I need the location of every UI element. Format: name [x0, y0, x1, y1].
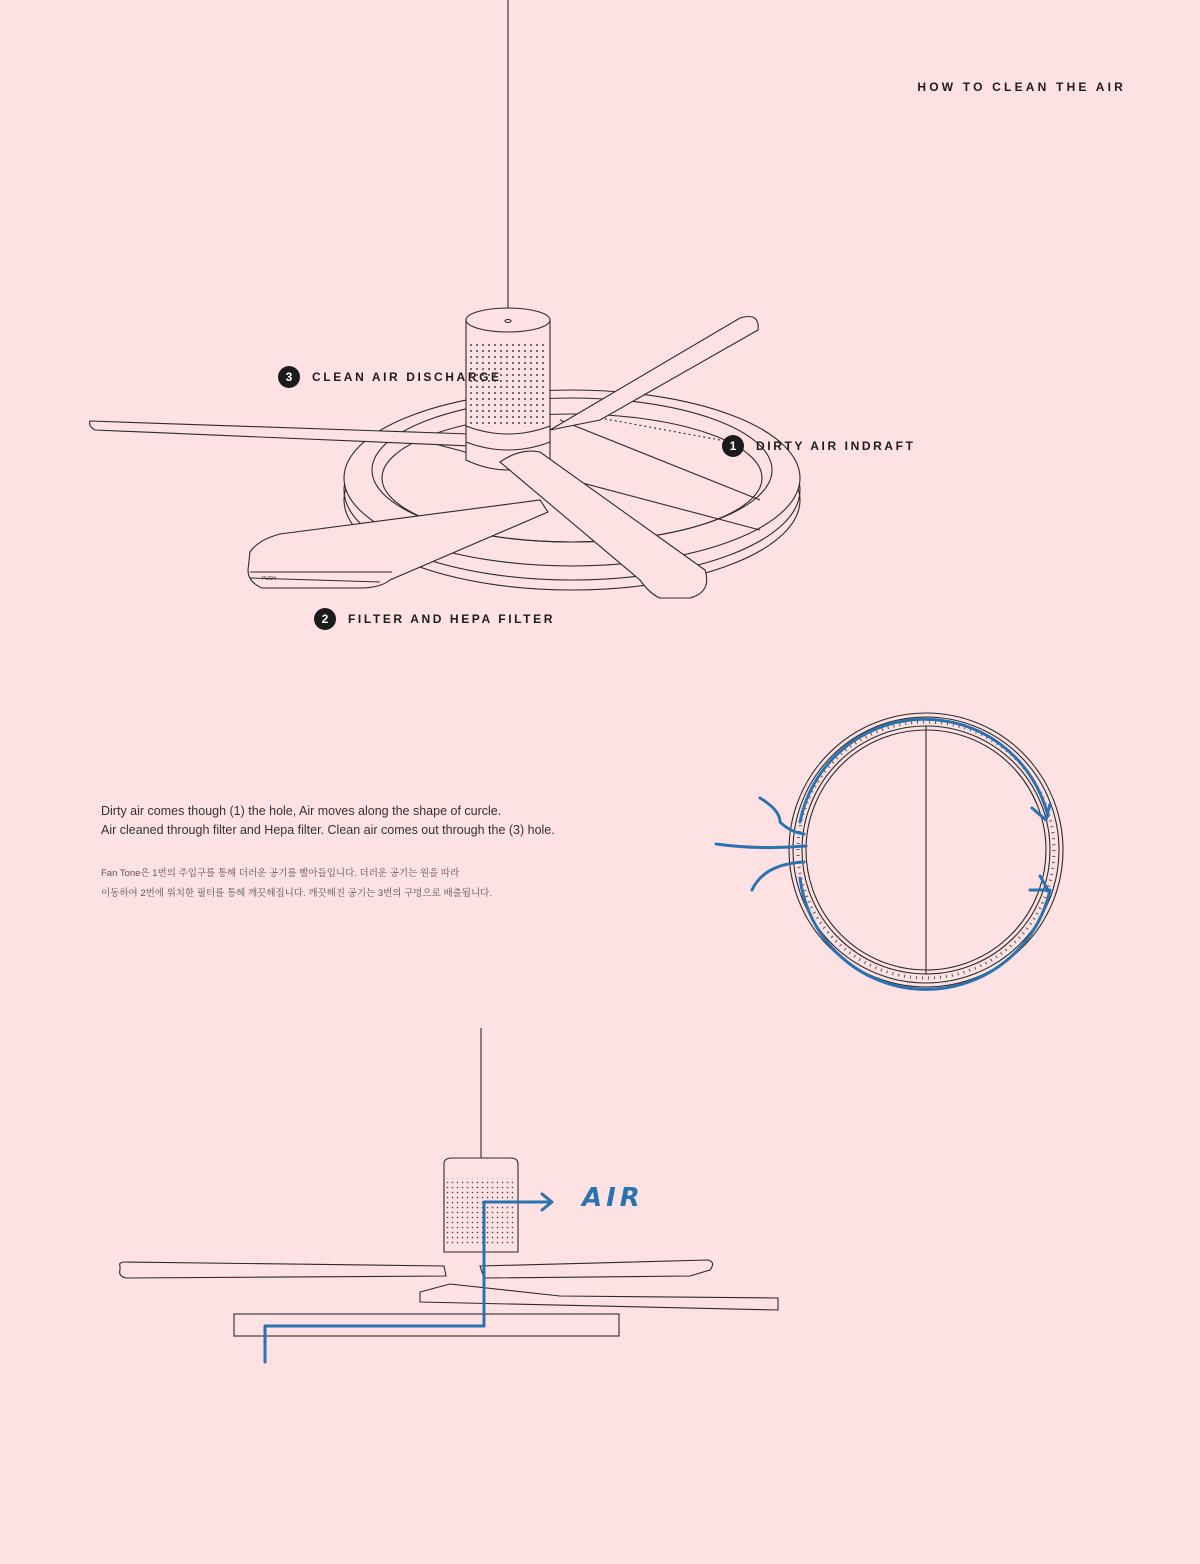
callout-label-1: DIRTY AIR INDRAFT [756, 439, 916, 453]
intake-arrow-3 [752, 862, 804, 890]
side-blade-right [480, 1260, 713, 1278]
callout-label-2: FILTER AND HEPA FILTER [348, 612, 555, 626]
intake-arrow-2 [716, 844, 806, 848]
side-blade-left [120, 1262, 446, 1278]
airflow-label: AIR [582, 1183, 644, 1213]
callout-filter-hepa [314, 608, 555, 630]
side-view-airflow-diagram [0, 1020, 900, 1380]
page-title: HOW TO CLEAN THE AIR [917, 80, 1126, 94]
description-en-line-2: Air cleaned through filter and Hepa filter. Clean air comes out through the (3) hole. [101, 823, 555, 837]
blade-push-text: PUSH [262, 576, 276, 582]
description-korean [101, 864, 492, 904]
callout-label-3: CLEAN AIR DISCHARGE [312, 370, 502, 384]
description-en-line-1: Dirty air comes though (1) the hole, Air moves along the shape of curcle. [101, 804, 502, 818]
airflow-path-top [800, 719, 1048, 822]
callout-clean-air-discharge [278, 366, 502, 388]
callout-number-1: 1 [722, 435, 744, 457]
description-ko-line-1: Fan Tone은 1번의 주입구를 통해 더러운 공기를 빨아들입니다. 더러운 공기는 원을 따라 [101, 868, 460, 879]
callout-number-3: 3 [278, 366, 300, 388]
top-view-airflow-diagram [700, 700, 1080, 1000]
description-ko-line-2: 이동하여 2번에 위치한 필터를 통해 깨끗해집니다. 깨끗해진 공기는 3번의 구멍으로 배출됩니다. [101, 888, 492, 899]
fan-isometric-illustration [0, 0, 1200, 680]
callout-dirty-air-indraft [722, 435, 916, 457]
description-english [101, 802, 555, 840]
callout-number-2: 2 [314, 608, 336, 630]
